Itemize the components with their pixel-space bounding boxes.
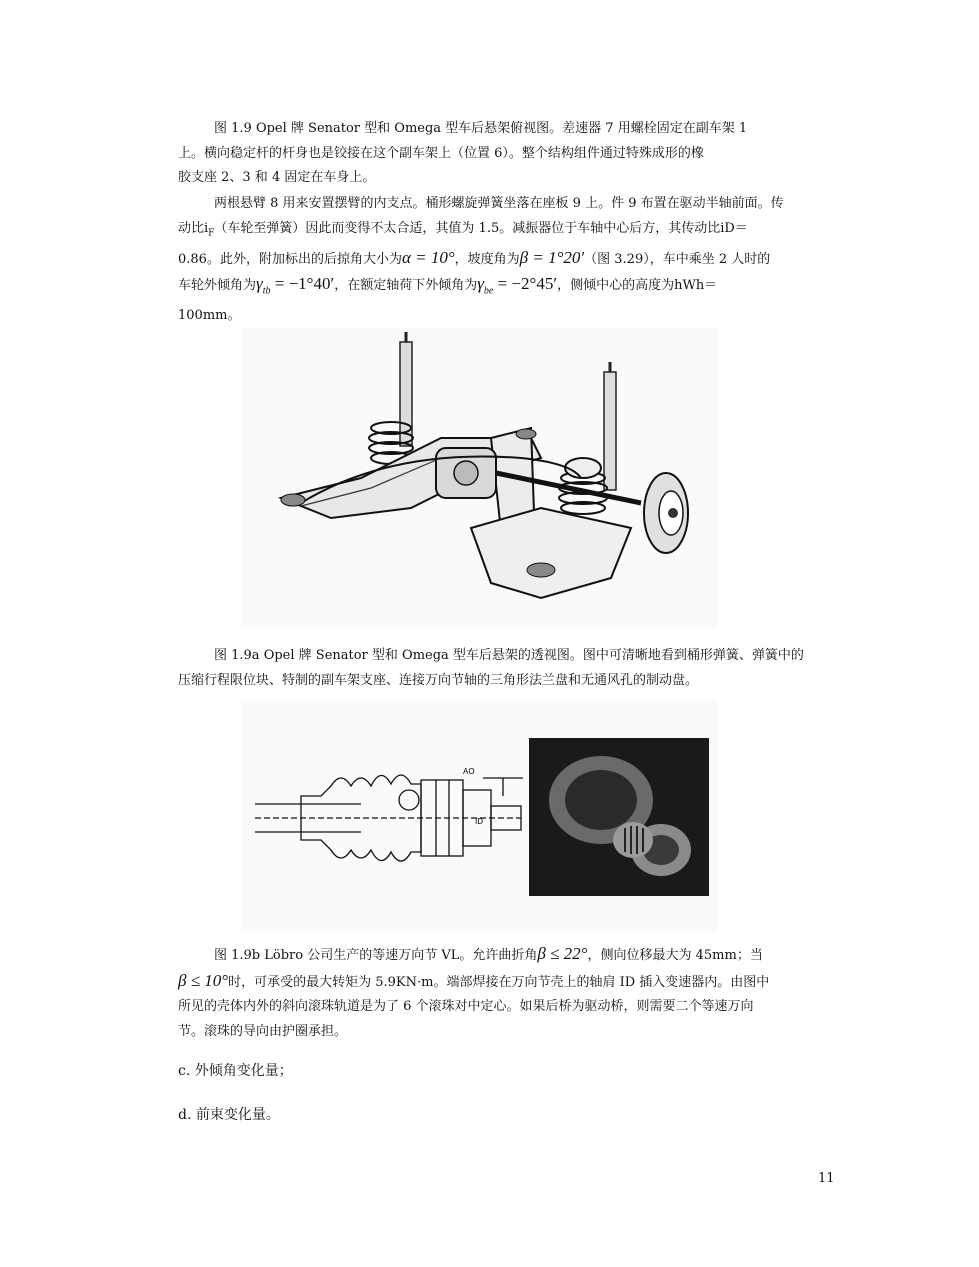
- caption-line: [178, 942, 828, 969]
- caption-fig-1-9b: [178, 942, 828, 1044]
- math-symbol: γ: [256, 274, 263, 294]
- suspension-illustration: [241, 328, 717, 628]
- page-number: 11: [818, 1171, 835, 1186]
- math-subscript: tb: [262, 285, 271, 297]
- caption-line: 所见的壳体内外的斜向滚珠轨道是为了 6 个滚珠对中定心。如果后桥为驱动桥，则需要二个等速万向: [178, 999, 754, 1014]
- text-span: 车轮外倾角为: [178, 278, 257, 294]
- text-span: ，在额定轴荷下外倾角为: [334, 278, 478, 294]
- text-span: 0.86。此外，附加标出的后掠角大小为: [178, 251, 402, 267]
- caption-line: 图 1.9 Opel 牌 Senator 型和 Omega 型车后悬架俯视图。差速器 7 用螺栓固定在副车架 1: [214, 121, 748, 136]
- dimension-label-ao: AO: [463, 767, 475, 776]
- figure-rear-suspension-drawing: [241, 328, 717, 628]
- caption-line: 节。滚珠的导向由护圈承担。: [178, 1023, 348, 1039]
- paragraph-line: [178, 272, 828, 304]
- formula-beta-22: β ≤ 22°: [537, 944, 588, 963]
- formula-beta-10: β ≤ 10°: [178, 970, 229, 990]
- formula-gamma-tb: [256, 274, 335, 297]
- figure-cv-joint: [241, 700, 717, 932]
- math-subscript: be: [483, 285, 494, 297]
- caption-line: 胶支座 2、3 和 4 固定在车身上。: [178, 170, 376, 185]
- list-item-c: c. 外倾角变化量；: [178, 1063, 293, 1079]
- list-block: [178, 1060, 293, 1148]
- paragraph-line: 两根悬臂 8 用来安置摆臂的内支点。桶形螺旋弹簧坐落在座板 9 上。件 9 布置在驱动半轴前面。传: [214, 196, 784, 211]
- formula-gamma-be: [477, 274, 558, 297]
- math-value: = −2°45′: [493, 274, 558, 294]
- caption-line: 图 1.9a Opel 牌 Senator 型和 Omega 型车后悬架的透视图。图中可清晰地看到桶形弹簧、弹簧中的: [214, 648, 804, 663]
- caption-line: 压缩行程限位块、特制的副车架支座、连接万向节轴的三角形法兰盘和无通风孔的制动盘。: [178, 672, 699, 688]
- text-span: （图 3.29），车中乘坐 2 人时的: [584, 251, 771, 267]
- text-span: （车轮至弹簧）因此而变得不太合适，其值为 1.5。减振器位于车轴中心后方，其传动比iD＝: [214, 220, 748, 236]
- text-span: 时，可承受的最大转矩为 5.9KN·m。端部焊接在万向节壳上的轴肩 ID 插入变速器内。由图中: [228, 974, 770, 990]
- list-item-d: d. 前束变化量。: [178, 1107, 280, 1123]
- text-span: ，侧倾中心的高度为hWh＝: [557, 278, 718, 294]
- caption-line: [178, 969, 828, 996]
- caption-line: 上。横向稳定杆的杆身也是铰接在这个副车架上（位置 6）。整个结构组件通过特殊成形的橡: [178, 145, 704, 161]
- text-span: 图 1.9b Löbro 公司生产的等速万向节 VL。允许曲折角: [214, 948, 538, 963]
- formula-beta: β = 1°20′: [519, 247, 585, 267]
- text-span: ，坡度角为: [454, 251, 520, 267]
- caption-fig-1-9a: [178, 644, 828, 693]
- text-span: ，侧向位移最大为 45mm；当: [587, 948, 763, 963]
- math-symbol: γ: [477, 274, 484, 294]
- paragraph-line: [178, 246, 828, 273]
- paragraph-line: [178, 217, 828, 246]
- caption-fig-1-9: [178, 117, 828, 191]
- cv-joint-illustration: [241, 700, 717, 932]
- paragraph-suspension: [178, 192, 828, 328]
- text-span: 动比i: [178, 220, 209, 236]
- formula-alpha: α = 10°: [401, 247, 455, 267]
- math-value: = −1°40′: [270, 274, 335, 294]
- paragraph-line: 100mm。: [178, 307, 241, 323]
- dimension-label-id: ID: [475, 817, 483, 826]
- subscript: F: [208, 228, 215, 239]
